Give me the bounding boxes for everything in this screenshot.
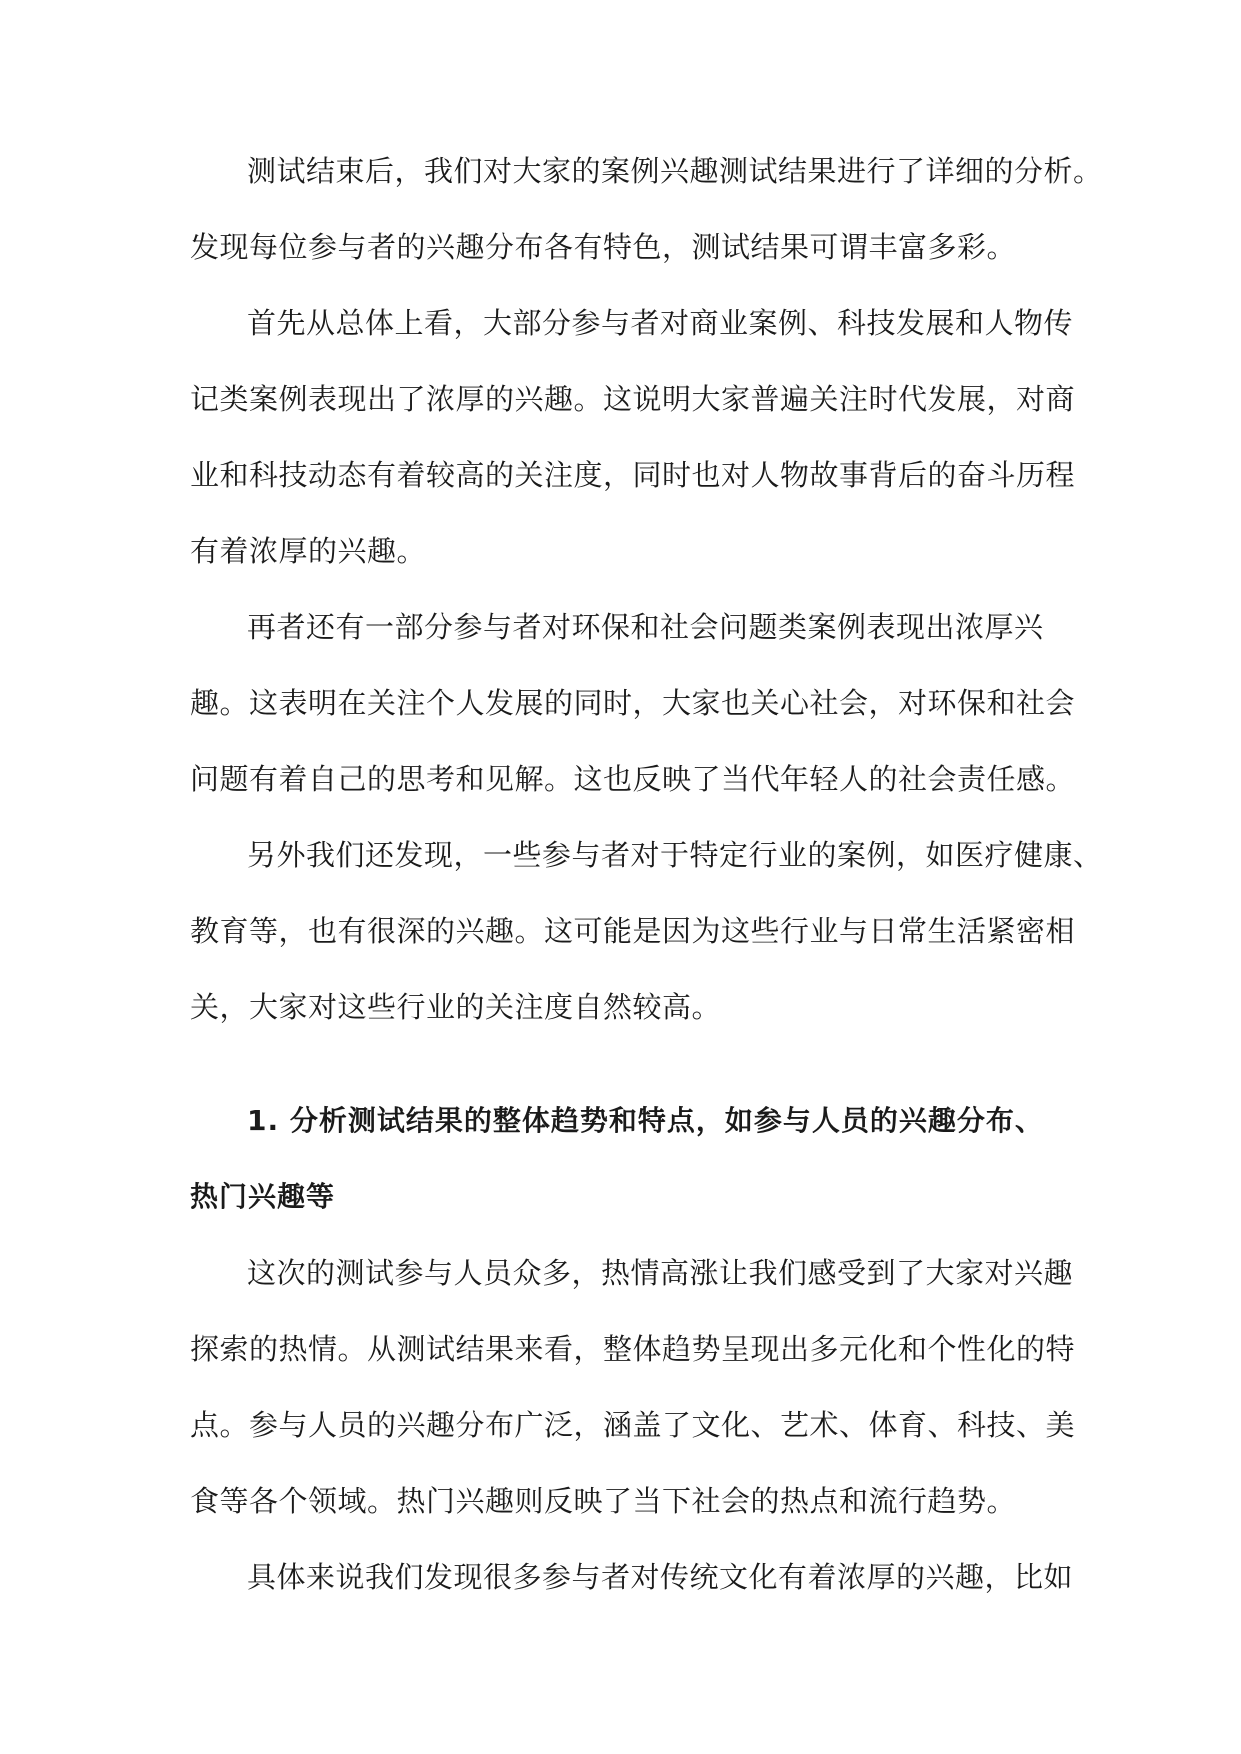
paragraph-4-line-2: 教育等，也有很深的兴趣。这可能是因为这些行业与日常生活紧密相 [190, 914, 1076, 948]
section-heading-line-1: 1. 分析测试结果的整体趋势和特点，如参与人员的兴趣分布、 [247, 1104, 1044, 1137]
paragraph-3-line-2: 趣。这表明在关注个人发展的同时，大家也关心社会，对环保和社会 [190, 686, 1076, 720]
paragraph-1-line-2: 发现每位参与者的兴趣分布各有特色，测试结果可谓丰富多彩。 [190, 230, 1017, 264]
paragraph-2-line-4: 有着浓厚的兴趣。 [190, 534, 427, 568]
section-heading-line-2: 热门兴趣等 [190, 1180, 336, 1213]
paragraph-5-line-1: 这次的测试参与人员众多，热情高涨让我们感受到了大家对兴趣 [247, 1256, 1074, 1290]
paragraph-5-line-3: 点。参与人员的兴趣分布广泛，涵盖了文化、艺术、体育、科技、美 [190, 1408, 1076, 1442]
paragraph-5-line-4: 食等各个领域。热门兴趣则反映了当下社会的热点和流行趋势。 [190, 1484, 1017, 1518]
paragraph-5-line-2: 探索的热情。从测试结果来看，整体趋势呈现出多元化和个性化的特 [190, 1332, 1076, 1366]
paragraph-3-line-1: 再者还有一部分参与者对环保和社会问题类案例表现出浓厚兴 [247, 610, 1044, 644]
paragraph-6-line-1: 具体来说我们发现很多参与者对传统文化有着浓厚的兴趣，比如 [247, 1560, 1074, 1594]
paragraph-2-line-1: 首先从总体上看，大部分参与者对商业案例、科技发展和人物传 [247, 306, 1074, 340]
paragraph-4-line-3: 关，大家对这些行业的关注度自然较高。 [190, 990, 722, 1024]
paragraph-3-line-3: 问题有着自己的思考和见解。这也反映了当代年轻人的社会责任感。 [190, 762, 1076, 796]
paragraph-1-line-1: 测试结束后，我们对大家的案例兴趣测试结果进行了详细的分析。 [247, 154, 1103, 188]
paragraph-2-line-3: 业和科技动态有着较高的关注度，同时也对人物故事背后的奋斗历程 [190, 458, 1076, 492]
paragraph-2-line-2: 记类案例表现出了浓厚的兴趣。这说明大家普遍关注时代发展，对商 [190, 382, 1076, 416]
paragraph-4-line-1: 另外我们还发现，一些参与者对于特定行业的案例，如医疗健康、 [247, 838, 1103, 872]
